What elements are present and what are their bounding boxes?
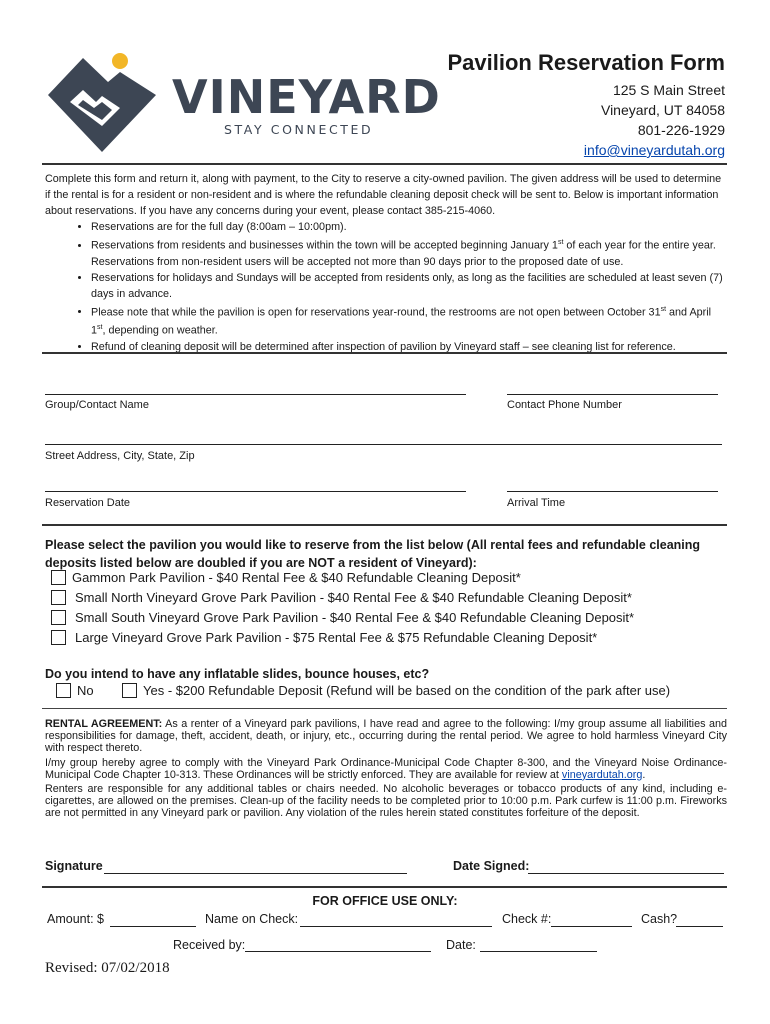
- street-address-label: Street Address, City, State, Zip: [45, 450, 195, 462]
- name-on-check-label: Name on Check:: [205, 912, 299, 926]
- header-divider: [42, 163, 727, 165]
- list-item: • Reservations from residents and businesses within the town will be accepted beginning January 1st of each year for the entire year. Reservations from non-resident users will be accepted not more than 90 days prior to the proposed date of use.: [91, 235, 725, 270]
- street-address-field[interactable]: [45, 444, 722, 445]
- pavilion-option-small-north[interactable]: Small North Vineyard Grove Park Pavilion - $40 Rental Fee & $40 Refundable Cleaning Deposit*: [51, 590, 632, 605]
- signature-divider: [42, 886, 727, 888]
- intro-divider: [42, 352, 727, 354]
- received-by-label: Received by:: [173, 938, 246, 952]
- date-signed-field[interactable]: [528, 873, 724, 874]
- office-date-label: Date:: [446, 938, 476, 952]
- revision-date: Revised: 07/02/2018: [45, 960, 170, 976]
- list-item: • Please note that while the pavilion is open for reservations year-round, the restrooms are not open between October 31st and April 1st, depending on weather.: [91, 302, 725, 339]
- inflatable-divider: [42, 708, 727, 709]
- cash-field[interactable]: [676, 926, 723, 927]
- pavilion-option-small-south[interactable]: Small South Vineyard Grove Park Pavilion - $40 Rental Fee & $40 Refundable Cleaning Deposit*: [51, 610, 634, 625]
- brand-tagline: STAY CONNECTED: [224, 122, 374, 137]
- checkbox[interactable]: [51, 570, 66, 585]
- signature-label: Signature: [45, 859, 103, 873]
- inflatable-yes-option[interactable]: Yes - $200 Refundable Deposit (Refund will be based on the condition of the park after use): [122, 683, 670, 698]
- contact-phone-field[interactable]: [507, 394, 718, 395]
- fields-divider: [42, 524, 727, 526]
- received-by-field[interactable]: [245, 951, 431, 952]
- inflatable-question: Do you intend to have any inflatable slides, bounce houses, etc?: [45, 667, 430, 681]
- group-contact-name-label: Group/Contact Name: [45, 399, 149, 411]
- rental-agreement: [45, 718, 727, 822]
- office-use-title: FOR OFFICE USE ONLY:: [312, 894, 458, 908]
- brand-name: VINEYARD: [172, 70, 441, 124]
- office-date-field[interactable]: [480, 951, 597, 952]
- arrival-time-field[interactable]: [507, 491, 718, 492]
- cash-label: Cash?: [641, 912, 678, 926]
- signature-field[interactable]: [104, 873, 407, 874]
- name-on-check-field[interactable]: [300, 926, 492, 927]
- email-link[interactable]: info@vineyardutah.org: [583, 142, 725, 158]
- checkbox[interactable]: [51, 590, 66, 605]
- reservation-date-field[interactable]: [45, 491, 466, 492]
- contact-phone-label: Contact Phone Number: [507, 399, 622, 411]
- check-number-field[interactable]: [551, 926, 632, 927]
- inflatable-no-option[interactable]: No: [56, 683, 94, 698]
- arrival-time-label: Arrival Time: [507, 497, 566, 509]
- agreement-paragraph-1: RENTAL AGREEMENT: As a renter of a Vineyard park pavilions, I have read and agree to the following: I/my group assume all liabilities and responsibilities for damage, theft, accident, death, or injury, etc., occurring during the rental period. We agree to hold harmless Vineyard City with respect thereto.: [45, 718, 727, 755]
- reservation-date-label: Reservation Date: [45, 497, 130, 509]
- checkbox[interactable]: [56, 683, 71, 698]
- checkbox[interactable]: [51, 610, 66, 625]
- pavilion-option-large[interactable]: Large Vineyard Grove Park Pavilion - $75 Rental Fee & $75 Refundable Cleaning Deposit*: [51, 630, 597, 645]
- group-contact-name-field[interactable]: [45, 394, 466, 395]
- header-contact-block: [447, 50, 725, 160]
- page-title: Pavilion Reservation Form: [447, 50, 725, 75]
- checkbox[interactable]: [122, 683, 137, 698]
- checkbox[interactable]: [51, 630, 66, 645]
- check-number-label: Check #:: [502, 912, 552, 926]
- amount-label: Amount: $: [47, 912, 104, 926]
- mountain-logo-icon: [48, 50, 158, 155]
- list-item: • Refund of cleaning deposit will be determined after inspection of pavilion by Vineyard staff – see cleaning list for reference.: [91, 339, 725, 355]
- pavilion-option-gammon[interactable]: Gammon Park Pavilion - $40 Rental Fee & $40 Refundable Cleaning Deposit*: [51, 570, 521, 585]
- info-bullet-list: [45, 219, 725, 355]
- agreement-paragraph-2: I/my group hereby agree to comply with the Vineyard Park Ordinance-Municipal Code Chapter 8-300, and the Vineyard Noise Ordinance-Municipal Code Chapter 10-313. These Ordinances will be strictly enforced. They are available for review at vineyardutah.org.: [45, 756, 727, 781]
- intro-section: [45, 171, 725, 355]
- amount-field[interactable]: [110, 926, 196, 927]
- date-signed-label: Date Signed:: [453, 859, 530, 873]
- list-item: • Reservations for holidays and Sundays will be accepted from residents only, as long as the facilities are scheduled at least seven (7) days in advance.: [91, 270, 725, 302]
- phone-number: 801-226-1929: [637, 122, 725, 138]
- intro-paragraph: Complete this form and return it, along with payment, to the City to reserve a city-owned pavilion. The given address will be used to determine if the rental is for a resident or non-resident and is where the refundable cleaning deposit check will be sent to. Below is important information about reservations. If you have any concerns during your event, please contact 385-215-4060.: [45, 173, 722, 217]
- pavilion-section-title: Please select the pavilion you would like to reserve from the list below (All rental fees and refundable cleaning deposits listed below are doubled if you are NOT a resident of Vineyard):: [45, 538, 701, 570]
- list-item: • Reservations are for the full day (8:00am – 10:00pm).: [91, 219, 725, 235]
- address-line-1: 125 S Main Street: [612, 82, 725, 98]
- agreement-paragraph-3: Renters are responsible for any additional tables or chairs needed. No alcoholic beverages or tobacco products of any kind, including e-cigarettes, are allowed on the premises. Clean-up of the facility needs to be completed prior to 10:00 p.m. Park curfew is 11:00 p.m. Fireworks are not permitted in any Vineyard park or pavilion. Any violation of the rules herein stated constitutes forfeiture of the deposit.: [45, 783, 727, 820]
- vineyard-logo: [48, 50, 441, 155]
- website-link[interactable]: vineyardutah.org: [561, 768, 643, 781]
- address-line-2: Vineyard, UT 84058: [600, 102, 725, 118]
